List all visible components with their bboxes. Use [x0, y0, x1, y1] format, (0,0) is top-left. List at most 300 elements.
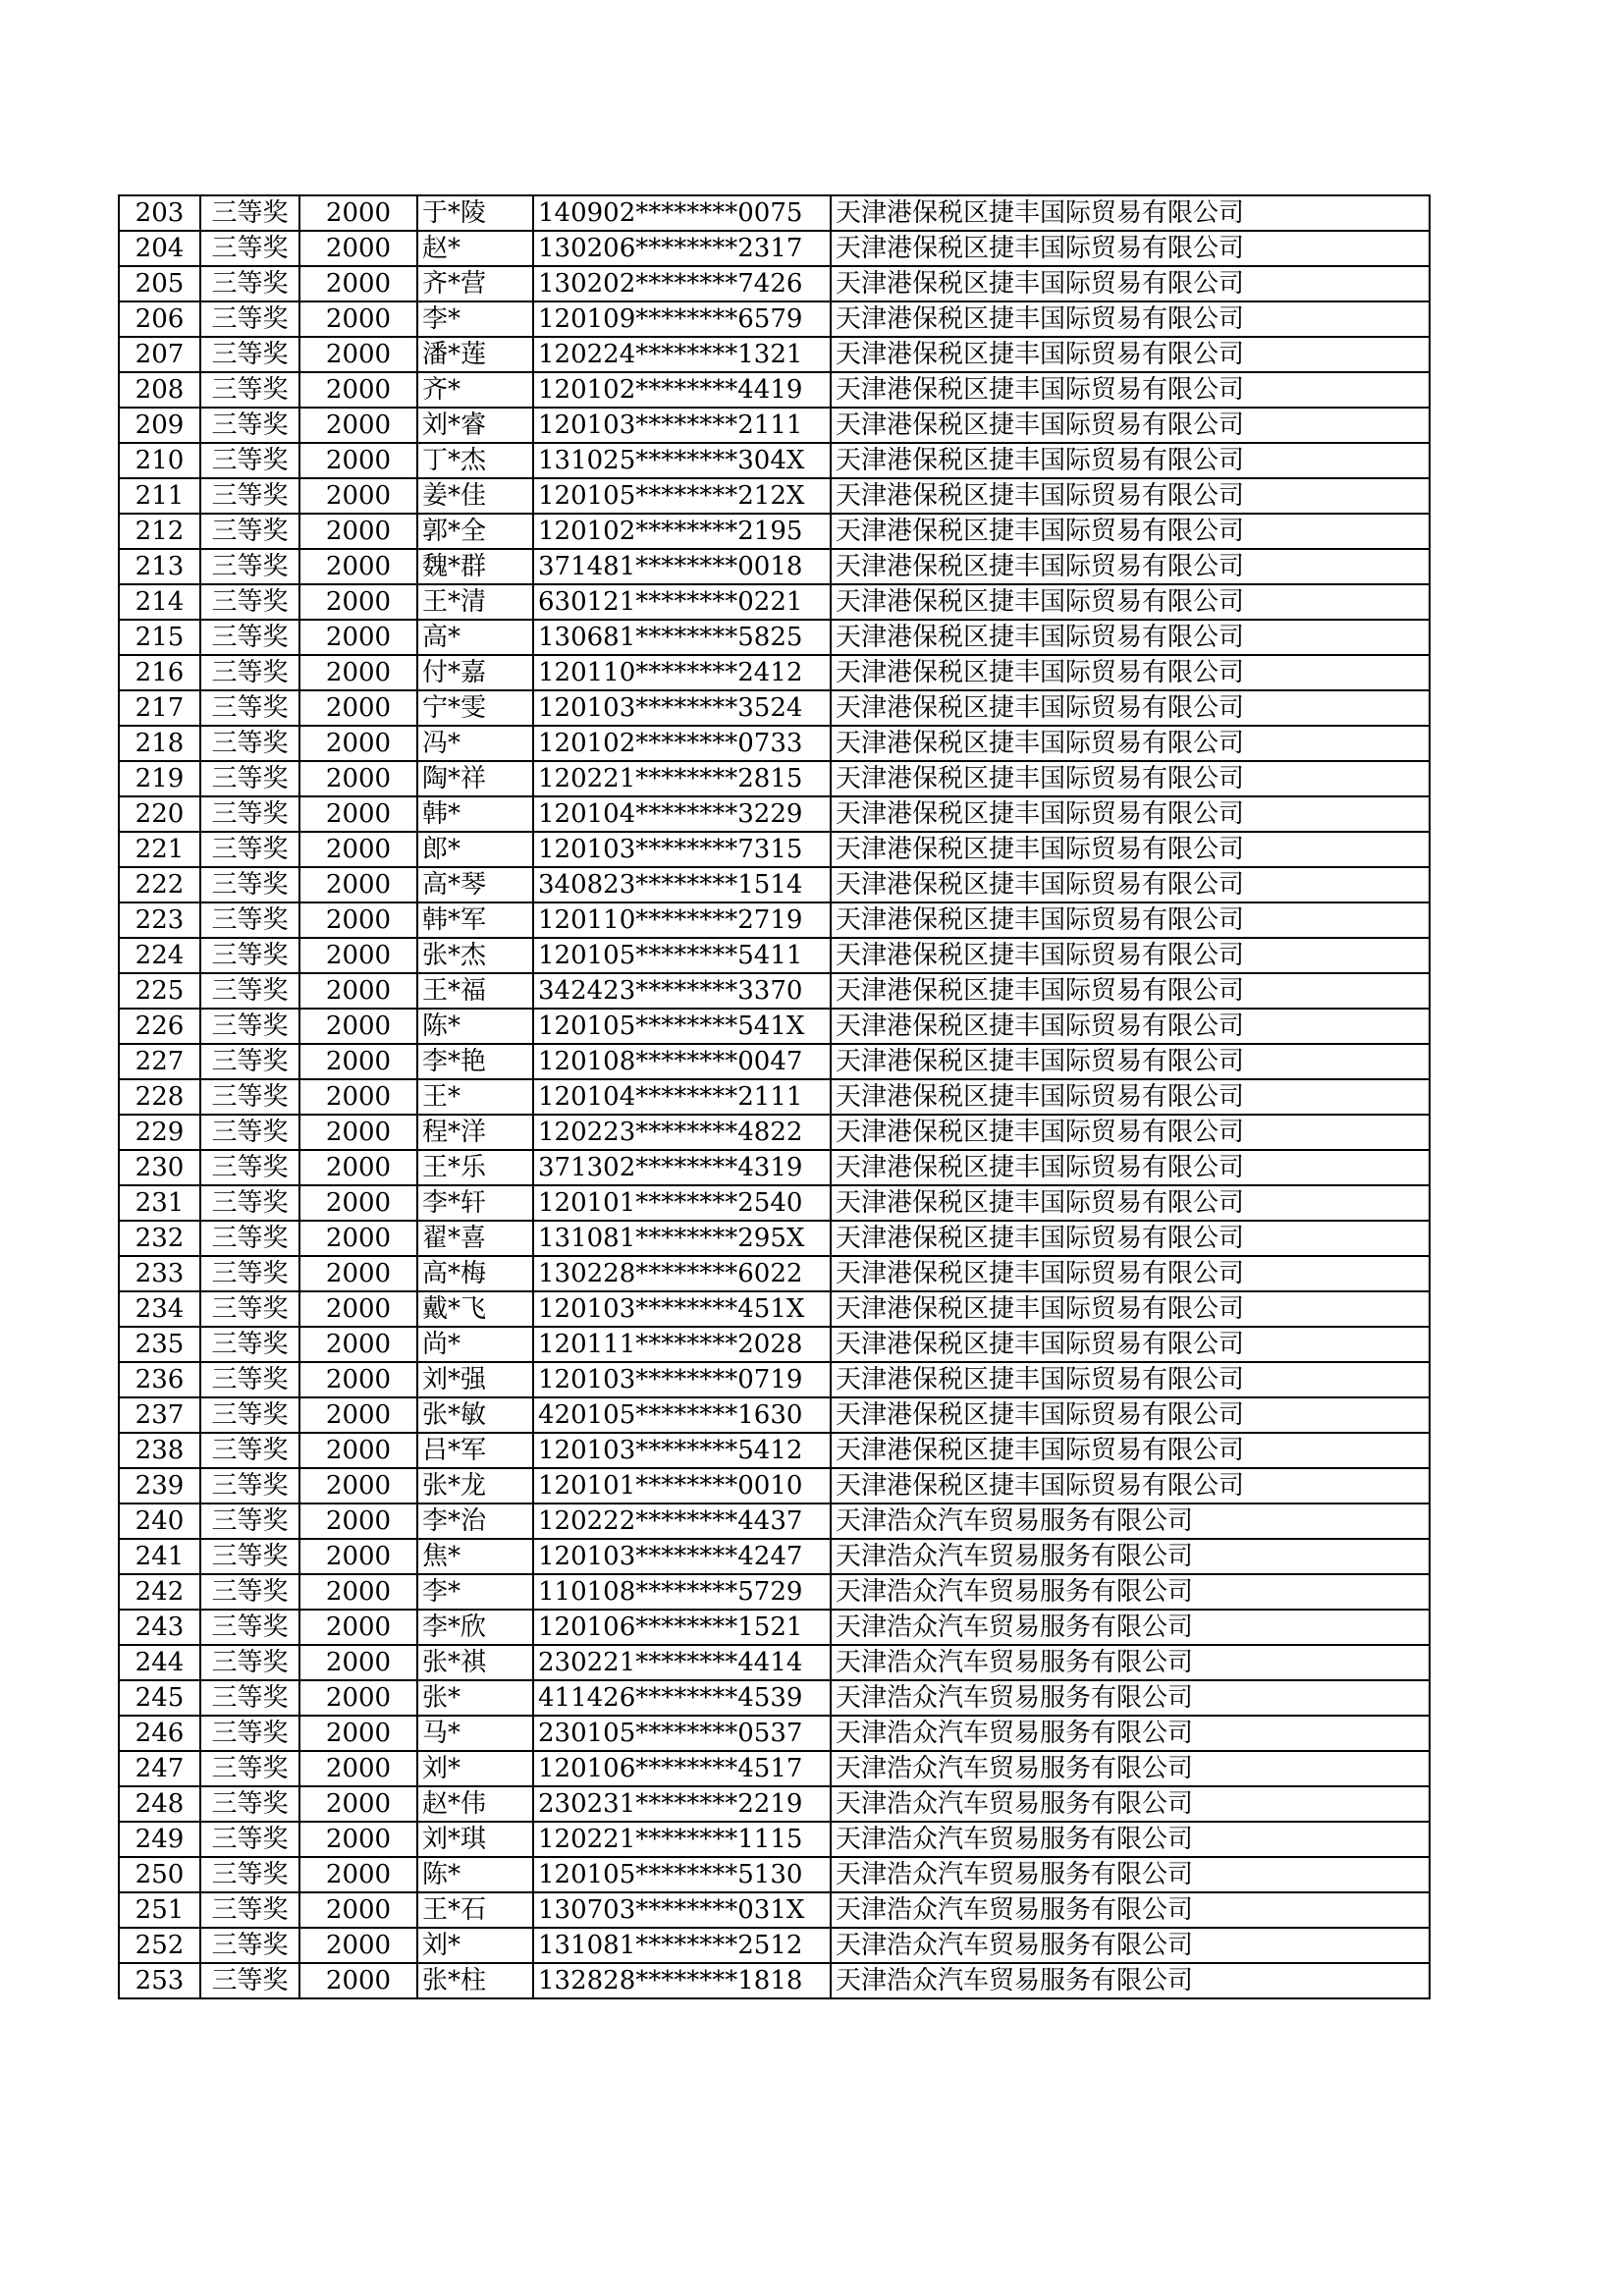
- row-number-cell: 229: [119, 1115, 200, 1150]
- winner-name-cell: 韩*军: [417, 902, 533, 938]
- prize-level-cell: 三等奖: [200, 549, 299, 584]
- company-cell: 天津浩众汽车贸易服务有限公司: [831, 1928, 1430, 1963]
- company-cell: 天津港保税区捷丰国际贸易有限公司: [831, 1468, 1430, 1503]
- row-number-cell: 251: [119, 1892, 200, 1928]
- row-number-cell: 209: [119, 408, 200, 443]
- row-number-cell: 242: [119, 1574, 200, 1610]
- amount-cell: 2000: [299, 1751, 417, 1786]
- prize-level-cell: 三等奖: [200, 478, 299, 514]
- prize-level-cell: 三等奖: [200, 938, 299, 973]
- row-number-cell: 223: [119, 902, 200, 938]
- prize-level-cell: 三等奖: [200, 1221, 299, 1256]
- id-number-cell: 120111********2028: [533, 1327, 831, 1362]
- id-number-cell: 120221********2815: [533, 761, 831, 796]
- table-row: [119, 1044, 1430, 1079]
- company-cell: 天津港保税区捷丰国际贸易有限公司: [831, 761, 1430, 796]
- prize-level-cell: 三等奖: [200, 1786, 299, 1822]
- prize-level-cell: 三等奖: [200, 1680, 299, 1716]
- amount-cell: 2000: [299, 301, 417, 337]
- amount-cell: 2000: [299, 1680, 417, 1716]
- table-row: [119, 1468, 1430, 1503]
- winner-name-cell: 李*艳: [417, 1044, 533, 1079]
- winner-name-cell: 张*杰: [417, 938, 533, 973]
- company-cell: 天津港保税区捷丰国际贸易有限公司: [831, 796, 1430, 832]
- row-number-cell: 224: [119, 938, 200, 973]
- table-row: [119, 938, 1430, 973]
- table-row: [119, 1221, 1430, 1256]
- prize-level-cell: 三等奖: [200, 796, 299, 832]
- row-number-cell: 220: [119, 796, 200, 832]
- row-number-cell: 212: [119, 514, 200, 549]
- company-cell: 天津浩众汽车贸易服务有限公司: [831, 1645, 1430, 1680]
- prize-level-cell: 三等奖: [200, 1009, 299, 1044]
- id-number-cell: 131081********295X: [533, 1221, 831, 1256]
- id-number-cell: 120106********1521: [533, 1610, 831, 1645]
- winner-name-cell: 张*龙: [417, 1468, 533, 1503]
- company-cell: 天津港保税区捷丰国际贸易有限公司: [831, 231, 1430, 266]
- amount-cell: 2000: [299, 1716, 417, 1751]
- prize-level-cell: 三等奖: [200, 1397, 299, 1433]
- table-row: [119, 1680, 1430, 1716]
- amount-cell: 2000: [299, 443, 417, 478]
- table-row: [119, 1857, 1430, 1892]
- company-cell: 天津港保税区捷丰国际贸易有限公司: [831, 1327, 1430, 1362]
- table-row: [119, 1115, 1430, 1150]
- amount-cell: 2000: [299, 1256, 417, 1291]
- table-row: [119, 1892, 1430, 1928]
- winners-table: [118, 194, 1431, 1999]
- amount-cell: 2000: [299, 1079, 417, 1115]
- id-number-cell: 230221********4414: [533, 1645, 831, 1680]
- table-row: [119, 1574, 1430, 1610]
- prize-level-cell: 三等奖: [200, 655, 299, 690]
- winner-name-cell: 翟*喜: [417, 1221, 533, 1256]
- amount-cell: 2000: [299, 1115, 417, 1150]
- company-cell: 天津港保税区捷丰国际贸易有限公司: [831, 832, 1430, 867]
- prize-level-cell: 三等奖: [200, 1503, 299, 1539]
- prize-level-cell: 三等奖: [200, 1433, 299, 1468]
- company-cell: 天津港保税区捷丰国际贸易有限公司: [831, 938, 1430, 973]
- id-number-cell: 230231********2219: [533, 1786, 831, 1822]
- prize-level-cell: 三等奖: [200, 408, 299, 443]
- amount-cell: 2000: [299, 1928, 417, 1963]
- winner-name-cell: 马*: [417, 1716, 533, 1751]
- amount-cell: 2000: [299, 1574, 417, 1610]
- id-number-cell: 120223********4822: [533, 1115, 831, 1150]
- amount-cell: 2000: [299, 867, 417, 902]
- amount-cell: 2000: [299, 796, 417, 832]
- company-cell: 天津港保税区捷丰国际贸易有限公司: [831, 301, 1430, 337]
- company-cell: 天津港保税区捷丰国际贸易有限公司: [831, 1291, 1430, 1327]
- winner-name-cell: 赵*伟: [417, 1786, 533, 1822]
- amount-cell: 2000: [299, 620, 417, 655]
- winner-name-cell: 张*祺: [417, 1645, 533, 1680]
- company-cell: 天津港保税区捷丰国际贸易有限公司: [831, 1433, 1430, 1468]
- amount-cell: 2000: [299, 1433, 417, 1468]
- prize-level-cell: 三等奖: [200, 1256, 299, 1291]
- winner-name-cell: 王*清: [417, 584, 533, 620]
- amount-cell: 2000: [299, 266, 417, 301]
- winner-name-cell: 王*石: [417, 1892, 533, 1928]
- row-number-cell: 225: [119, 973, 200, 1009]
- company-cell: 天津港保税区捷丰国际贸易有限公司: [831, 973, 1430, 1009]
- amount-cell: 2000: [299, 1468, 417, 1503]
- amount-cell: 2000: [299, 1362, 417, 1397]
- table-row: [119, 478, 1430, 514]
- row-number-cell: 208: [119, 372, 200, 408]
- winner-name-cell: 李*: [417, 301, 533, 337]
- row-number-cell: 252: [119, 1928, 200, 1963]
- company-cell: 天津港保税区捷丰国际贸易有限公司: [831, 372, 1430, 408]
- id-number-cell: 120105********5411: [533, 938, 831, 973]
- id-number-cell: 130202********7426: [533, 266, 831, 301]
- id-number-cell: 120104********3229: [533, 796, 831, 832]
- row-number-cell: 227: [119, 1044, 200, 1079]
- table-row: [119, 1786, 1430, 1822]
- company-cell: 天津港保税区捷丰国际贸易有限公司: [831, 478, 1430, 514]
- winner-name-cell: 李*治: [417, 1503, 533, 1539]
- company-cell: 天津港保税区捷丰国际贸易有限公司: [831, 690, 1430, 726]
- prize-level-cell: 三等奖: [200, 620, 299, 655]
- table-row: [119, 1256, 1430, 1291]
- id-number-cell: 630121********0221: [533, 584, 831, 620]
- winner-name-cell: 尚*: [417, 1327, 533, 1362]
- table-row: [119, 1822, 1430, 1857]
- company-cell: 天津浩众汽车贸易服务有限公司: [831, 1539, 1430, 1574]
- table-row: [119, 832, 1430, 867]
- id-number-cell: 140902********0075: [533, 195, 831, 231]
- table-row: [119, 514, 1430, 549]
- winner-name-cell: 宁*雯: [417, 690, 533, 726]
- prize-level-cell: 三等奖: [200, 1645, 299, 1680]
- row-number-cell: 215: [119, 620, 200, 655]
- id-number-cell: 120103********451X: [533, 1291, 831, 1327]
- amount-cell: 2000: [299, 408, 417, 443]
- prize-level-cell: 三等奖: [200, 1291, 299, 1327]
- id-number-cell: 120103********7315: [533, 832, 831, 867]
- amount-cell: 2000: [299, 231, 417, 266]
- amount-cell: 2000: [299, 1822, 417, 1857]
- id-number-cell: 340823********1514: [533, 867, 831, 902]
- id-number-cell: 132828********1818: [533, 1963, 831, 1998]
- amount-cell: 2000: [299, 1150, 417, 1185]
- amount-cell: 2000: [299, 1857, 417, 1892]
- amount-cell: 2000: [299, 726, 417, 761]
- id-number-cell: 131025********304X: [533, 443, 831, 478]
- table-row: [119, 1185, 1430, 1221]
- prize-level-cell: 三等奖: [200, 690, 299, 726]
- id-number-cell: 120103********0719: [533, 1362, 831, 1397]
- winner-name-cell: 韩*: [417, 796, 533, 832]
- row-number-cell: 219: [119, 761, 200, 796]
- prize-level-cell: 三等奖: [200, 1574, 299, 1610]
- table-row: [119, 584, 1430, 620]
- id-number-cell: 371481********0018: [533, 549, 831, 584]
- winner-name-cell: 赵*: [417, 231, 533, 266]
- company-cell: 天津港保税区捷丰国际贸易有限公司: [831, 1185, 1430, 1221]
- company-cell: 天津港保税区捷丰国际贸易有限公司: [831, 620, 1430, 655]
- prize-level-cell: 三等奖: [200, 1892, 299, 1928]
- row-number-cell: 228: [119, 1079, 200, 1115]
- table-row: [119, 1963, 1430, 1998]
- winner-name-cell: 高*梅: [417, 1256, 533, 1291]
- company-cell: 天津港保税区捷丰国际贸易有限公司: [831, 1362, 1430, 1397]
- winner-name-cell: 丁*杰: [417, 443, 533, 478]
- id-number-cell: 130206********2317: [533, 231, 831, 266]
- prize-level-cell: 三等奖: [200, 1822, 299, 1857]
- amount-cell: 2000: [299, 478, 417, 514]
- id-number-cell: 120104********2111: [533, 1079, 831, 1115]
- table-row: [119, 231, 1430, 266]
- table-row: [119, 1079, 1430, 1115]
- amount-cell: 2000: [299, 1892, 417, 1928]
- winner-name-cell: 付*嘉: [417, 655, 533, 690]
- amount-cell: 2000: [299, 584, 417, 620]
- table-row: [119, 1291, 1430, 1327]
- prize-level-cell: 三等奖: [200, 1857, 299, 1892]
- prize-level-cell: 三等奖: [200, 832, 299, 867]
- winner-name-cell: 刘*琪: [417, 1822, 533, 1857]
- company-cell: 天津港保税区捷丰国际贸易有限公司: [831, 1009, 1430, 1044]
- amount-cell: 2000: [299, 761, 417, 796]
- company-cell: 天津港保税区捷丰国际贸易有限公司: [831, 1256, 1430, 1291]
- id-number-cell: 120106********4517: [533, 1751, 831, 1786]
- id-number-cell: 130703********031X: [533, 1892, 831, 1928]
- row-number-cell: 213: [119, 549, 200, 584]
- row-number-cell: 253: [119, 1963, 200, 1998]
- company-cell: 天津港保税区捷丰国际贸易有限公司: [831, 584, 1430, 620]
- company-cell: 天津港保税区捷丰国际贸易有限公司: [831, 408, 1430, 443]
- row-number-cell: 236: [119, 1362, 200, 1397]
- winner-name-cell: 焦*: [417, 1539, 533, 1574]
- amount-cell: 2000: [299, 1786, 417, 1822]
- winner-name-cell: 吕*军: [417, 1433, 533, 1468]
- table-row: [119, 549, 1430, 584]
- table-row: [119, 337, 1430, 372]
- company-cell: 天津港保税区捷丰国际贸易有限公司: [831, 443, 1430, 478]
- amount-cell: 2000: [299, 832, 417, 867]
- winner-name-cell: 陈*: [417, 1857, 533, 1892]
- prize-level-cell: 三等奖: [200, 1150, 299, 1185]
- winner-name-cell: 张*柱: [417, 1963, 533, 1998]
- prize-level-cell: 三等奖: [200, 514, 299, 549]
- company-cell: 天津浩众汽车贸易服务有限公司: [831, 1963, 1430, 1998]
- table-row: [119, 1009, 1430, 1044]
- row-number-cell: 211: [119, 478, 200, 514]
- table-row: [119, 1928, 1430, 1963]
- amount-cell: 2000: [299, 690, 417, 726]
- row-number-cell: 248: [119, 1786, 200, 1822]
- winner-name-cell: 李*欣: [417, 1610, 533, 1645]
- table-row: [119, 796, 1430, 832]
- amount-cell: 2000: [299, 1397, 417, 1433]
- id-number-cell: 120102********0733: [533, 726, 831, 761]
- prize-level-cell: 三等奖: [200, 1539, 299, 1574]
- row-number-cell: 234: [119, 1291, 200, 1327]
- row-number-cell: 249: [119, 1822, 200, 1857]
- row-number-cell: 239: [119, 1468, 200, 1503]
- prize-level-cell: 三等奖: [200, 1362, 299, 1397]
- table-row: [119, 1397, 1430, 1433]
- company-cell: 天津港保税区捷丰国际贸易有限公司: [831, 1150, 1430, 1185]
- prize-level-cell: 三等奖: [200, 1610, 299, 1645]
- winner-name-cell: 潘*莲: [417, 337, 533, 372]
- amount-cell: 2000: [299, 1327, 417, 1362]
- id-number-cell: 120105********541X: [533, 1009, 831, 1044]
- row-number-cell: 203: [119, 195, 200, 231]
- winner-name-cell: 郭*全: [417, 514, 533, 549]
- table-row: [119, 1645, 1430, 1680]
- company-cell: 天津港保税区捷丰国际贸易有限公司: [831, 1115, 1430, 1150]
- table-row: [119, 1503, 1430, 1539]
- table-row: [119, 620, 1430, 655]
- id-number-cell: 120103********4247: [533, 1539, 831, 1574]
- winner-name-cell: 程*洋: [417, 1115, 533, 1150]
- prize-level-cell: 三等奖: [200, 443, 299, 478]
- row-number-cell: 217: [119, 690, 200, 726]
- id-number-cell: 120110********2719: [533, 902, 831, 938]
- amount-cell: 2000: [299, 1291, 417, 1327]
- winner-name-cell: 张*: [417, 1680, 533, 1716]
- row-number-cell: 206: [119, 301, 200, 337]
- prize-level-cell: 三等奖: [200, 231, 299, 266]
- winners-table-body: [119, 195, 1430, 1998]
- winner-name-cell: 戴*飞: [417, 1291, 533, 1327]
- winner-name-cell: 姜*佳: [417, 478, 533, 514]
- amount-cell: 2000: [299, 1503, 417, 1539]
- id-number-cell: 120221********1115: [533, 1822, 831, 1857]
- company-cell: 天津港保税区捷丰国际贸易有限公司: [831, 867, 1430, 902]
- amount-cell: 2000: [299, 1044, 417, 1079]
- id-number-cell: 120101********0010: [533, 1468, 831, 1503]
- table-row: [119, 1716, 1430, 1751]
- row-number-cell: 204: [119, 231, 200, 266]
- amount-cell: 2000: [299, 1539, 417, 1574]
- table-row: [119, 726, 1430, 761]
- company-cell: 天津港保税区捷丰国际贸易有限公司: [831, 266, 1430, 301]
- company-cell: 天津浩众汽车贸易服务有限公司: [831, 1574, 1430, 1610]
- row-number-cell: 247: [119, 1751, 200, 1786]
- table-row: [119, 655, 1430, 690]
- id-number-cell: 110108********5729: [533, 1574, 831, 1610]
- winner-name-cell: 陶*祥: [417, 761, 533, 796]
- id-number-cell: 120110********2412: [533, 655, 831, 690]
- id-number-cell: 120103********3524: [533, 690, 831, 726]
- prize-level-cell: 三等奖: [200, 1716, 299, 1751]
- winner-name-cell: 王*福: [417, 973, 533, 1009]
- amount-cell: 2000: [299, 1645, 417, 1680]
- prize-level-cell: 三等奖: [200, 1928, 299, 1963]
- row-number-cell: 232: [119, 1221, 200, 1256]
- table-row: [119, 973, 1430, 1009]
- row-number-cell: 214: [119, 584, 200, 620]
- id-number-cell: 120105********5130: [533, 1857, 831, 1892]
- row-number-cell: 241: [119, 1539, 200, 1574]
- table-row: [119, 1327, 1430, 1362]
- row-number-cell: 240: [119, 1503, 200, 1539]
- winner-name-cell: 张*敏: [417, 1397, 533, 1433]
- row-number-cell: 237: [119, 1397, 200, 1433]
- table-row: [119, 266, 1430, 301]
- company-cell: 天津浩众汽车贸易服务有限公司: [831, 1503, 1430, 1539]
- company-cell: 天津港保税区捷丰国际贸易有限公司: [831, 195, 1430, 231]
- prize-level-cell: 三等奖: [200, 1751, 299, 1786]
- amount-cell: 2000: [299, 514, 417, 549]
- id-number-cell: 120105********212X: [533, 478, 831, 514]
- company-cell: 天津浩众汽车贸易服务有限公司: [831, 1786, 1430, 1822]
- row-number-cell: 231: [119, 1185, 200, 1221]
- table-row: [119, 1539, 1430, 1574]
- table-row: [119, 761, 1430, 796]
- amount-cell: 2000: [299, 902, 417, 938]
- prize-level-cell: 三等奖: [200, 1963, 299, 1998]
- amount-cell: 2000: [299, 938, 417, 973]
- winner-name-cell: 高*: [417, 620, 533, 655]
- company-cell: 天津港保税区捷丰国际贸易有限公司: [831, 337, 1430, 372]
- amount-cell: 2000: [299, 1009, 417, 1044]
- table-row: [119, 372, 1430, 408]
- amount-cell: 2000: [299, 1185, 417, 1221]
- amount-cell: 2000: [299, 1221, 417, 1256]
- prize-level-cell: 三等奖: [200, 301, 299, 337]
- table-row: [119, 1362, 1430, 1397]
- id-number-cell: 120109********6579: [533, 301, 831, 337]
- company-cell: 天津港保税区捷丰国际贸易有限公司: [831, 549, 1430, 584]
- row-number-cell: 218: [119, 726, 200, 761]
- id-number-cell: 130681********5825: [533, 620, 831, 655]
- company-cell: 天津浩众汽车贸易服务有限公司: [831, 1892, 1430, 1928]
- winner-name-cell: 王*: [417, 1079, 533, 1115]
- table-row: [119, 867, 1430, 902]
- row-number-cell: 238: [119, 1433, 200, 1468]
- id-number-cell: 120102********4419: [533, 372, 831, 408]
- id-number-cell: 120103********5412: [533, 1433, 831, 1468]
- company-cell: 天津浩众汽车贸易服务有限公司: [831, 1751, 1430, 1786]
- winner-name-cell: 刘*睿: [417, 408, 533, 443]
- amount-cell: 2000: [299, 655, 417, 690]
- company-cell: 天津港保税区捷丰国际贸易有限公司: [831, 1079, 1430, 1115]
- row-number-cell: 216: [119, 655, 200, 690]
- table-row: [119, 902, 1430, 938]
- winner-name-cell: 王*乐: [417, 1150, 533, 1185]
- company-cell: 天津浩众汽车贸易服务有限公司: [831, 1857, 1430, 1892]
- prize-level-cell: 三等奖: [200, 1044, 299, 1079]
- prize-level-cell: 三等奖: [200, 902, 299, 938]
- company-cell: 天津港保税区捷丰国际贸易有限公司: [831, 514, 1430, 549]
- table-row: [119, 1433, 1430, 1468]
- company-cell: 天津浩众汽车贸易服务有限公司: [831, 1716, 1430, 1751]
- table-row: [119, 301, 1430, 337]
- winner-name-cell: 李*轩: [417, 1185, 533, 1221]
- company-cell: 天津港保税区捷丰国际贸易有限公司: [831, 902, 1430, 938]
- prize-level-cell: 三等奖: [200, 1468, 299, 1503]
- table-row: [119, 1751, 1430, 1786]
- prize-level-cell: 三等奖: [200, 1185, 299, 1221]
- winner-name-cell: 刘*强: [417, 1362, 533, 1397]
- amount-cell: 2000: [299, 1963, 417, 1998]
- table-row: [119, 1610, 1430, 1645]
- row-number-cell: 205: [119, 266, 200, 301]
- prize-level-cell: 三等奖: [200, 372, 299, 408]
- table-row: [119, 690, 1430, 726]
- amount-cell: 2000: [299, 195, 417, 231]
- row-number-cell: 207: [119, 337, 200, 372]
- company-cell: 天津港保税区捷丰国际贸易有限公司: [831, 1044, 1430, 1079]
- id-number-cell: 120108********0047: [533, 1044, 831, 1079]
- company-cell: 天津港保税区捷丰国际贸易有限公司: [831, 1221, 1430, 1256]
- id-number-cell: 131081********2512: [533, 1928, 831, 1963]
- winner-name-cell: 冯*: [417, 726, 533, 761]
